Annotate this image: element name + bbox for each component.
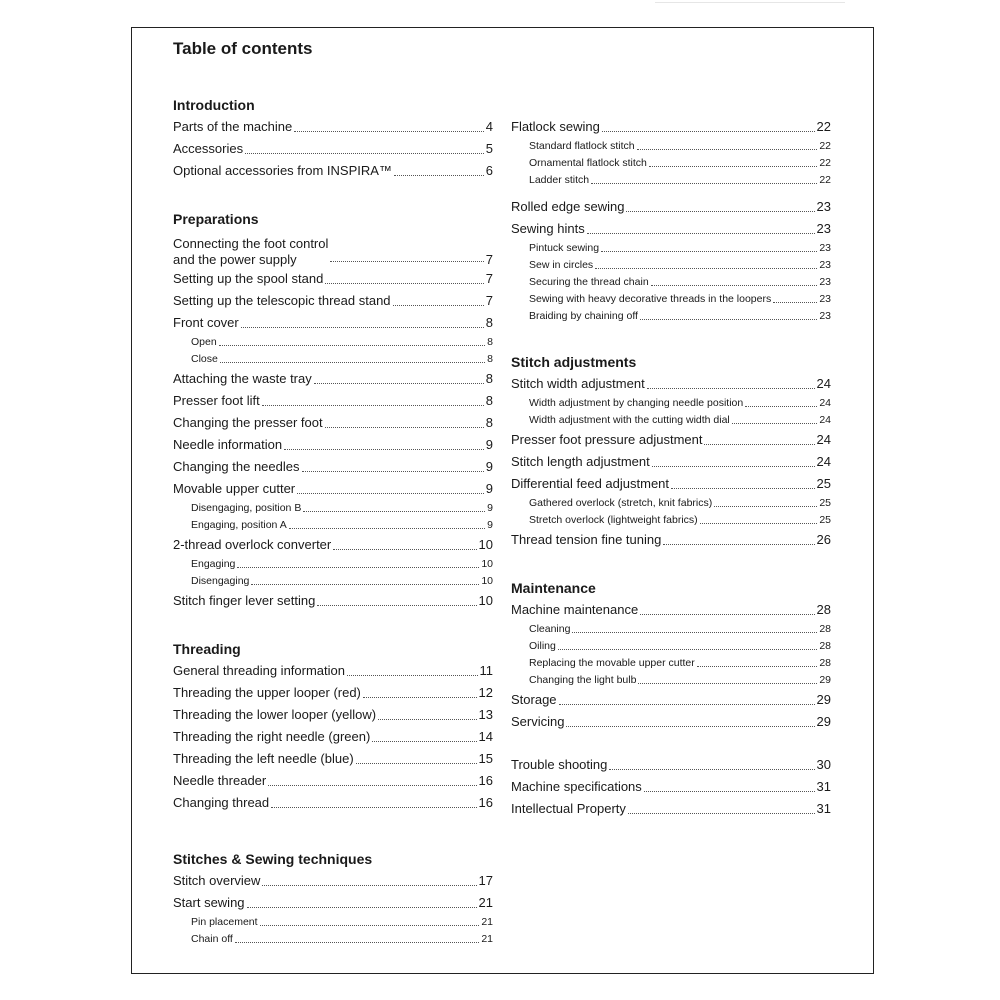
toc-entry[interactable]: Parts of the machine 4: [173, 119, 493, 134]
toc-entry[interactable]: Thread tension fine tuning 26: [511, 532, 831, 547]
toc-entry[interactable]: Accessories 5: [173, 141, 493, 156]
toc-entry[interactable]: Machine maintenance 28: [511, 602, 831, 617]
toc-subentry[interactable]: Disengaging, position B 9: [191, 502, 493, 514]
section-heading-stitches: Stitches & Sewing techniques: [173, 851, 373, 867]
toc-entry[interactable]: Setting up the telescopic thread stand 7: [173, 293, 493, 308]
toc-entry[interactable]: Changing thread 16: [173, 795, 493, 810]
toc-entry[interactable]: Differential feed adjustment 25: [511, 476, 831, 491]
toc-entry[interactable]: Threading the upper looper (red) 12: [173, 685, 493, 700]
toc-entry[interactable]: Presser foot pressure adjustment 24: [511, 432, 831, 447]
toc-entry[interactable]: Start sewing 21: [173, 895, 493, 910]
toc-entry[interactable]: Changing the needles 9: [173, 459, 493, 474]
toc-subentry[interactable]: Stretch overlock (lightweight fabrics) 25: [529, 514, 831, 526]
toc-subentry[interactable]: Gathered overlock (stretch, knit fabrics) 25: [529, 497, 831, 509]
toc-entry[interactable]: Threading the left needle (blue) 15: [173, 751, 493, 766]
toc-entry[interactable]: Changing the presser foot 8: [173, 415, 493, 430]
toc-subentry[interactable]: Ladder stitch 22: [529, 174, 831, 186]
toc-entry[interactable]: General threading information 11: [173, 663, 493, 678]
toc-right-column: [511, 116, 831, 820]
toc-entry[interactable]: Needle threader 16: [173, 773, 493, 788]
toc-subentry[interactable]: Securing the thread chain 23: [529, 276, 831, 288]
section-heading-introduction: Introduction: [173, 97, 255, 113]
toc-entry[interactable]: Needle information 9: [173, 437, 493, 452]
toc-page: [131, 27, 874, 974]
toc-subentry[interactable]: Chain off 21: [191, 933, 493, 945]
toc-subentry[interactable]: Ornamental flatlock stitch 22: [529, 157, 831, 169]
toc-entry[interactable]: Flatlock sewing 22: [511, 119, 831, 134]
toc-subentry[interactable]: Replacing the movable upper cutter 28: [529, 657, 831, 669]
toc-entry[interactable]: Stitch length adjustment 24: [511, 454, 831, 469]
toc-subentry[interactable]: Width adjustment by changing needle position 24: [529, 397, 831, 409]
section-heading-preparations: Preparations: [173, 211, 259, 227]
toc-subentry[interactable]: Oiling 28: [529, 640, 831, 652]
toc-entry[interactable]: Machine specifications 31: [511, 779, 831, 794]
toc-subentry[interactable]: Engaging 10: [191, 558, 493, 570]
toc-subentry[interactable]: Sewing with heavy decorative threads in the loopers 23: [529, 293, 831, 305]
toc-entry[interactable]: Attaching the waste tray 8: [173, 371, 493, 386]
toc-subentry[interactable]: Pintuck sewing 23: [529, 242, 831, 254]
toc-subentry[interactable]: Pin placement 21: [191, 916, 493, 928]
toc-subentry[interactable]: Standard flatlock stitch 22: [529, 140, 831, 152]
toc-entry[interactable]: 2-thread overlock converter 10: [173, 537, 493, 552]
toc-entry[interactable]: Stitch width adjustment 24: [511, 376, 831, 391]
toc-entry[interactable]: Storage 29: [511, 692, 831, 707]
toc-entry[interactable]: Optional accessories from INSPIRA™ 6: [173, 163, 493, 178]
section-heading-threading: Threading: [173, 641, 241, 657]
toc-entry[interactable]: Trouble shooting 30: [511, 757, 831, 772]
toc-subentry[interactable]: Sew in circles 23: [529, 259, 831, 271]
toc-entry[interactable]: Sewing hints 23: [511, 221, 831, 236]
section-heading-maintenance: Maintenance: [511, 580, 596, 596]
toc-subentry[interactable]: Open 8: [191, 336, 493, 348]
toc-subentry[interactable]: Width adjustment with the cutting width dial 24: [529, 414, 831, 426]
toc-entry[interactable]: Servicing 29: [511, 714, 831, 729]
toc-entry[interactable]: Setting up the spool stand 7: [173, 271, 493, 286]
page-title: Table of contents: [173, 39, 313, 58]
toc-subentry[interactable]: Changing the light bulb 29: [529, 674, 831, 686]
toc-entry[interactable]: Movable upper cutter 9: [173, 481, 493, 496]
toc-entry[interactable]: Stitch finger lever setting 10: [173, 593, 493, 608]
toc-entry[interactable]: Presser foot lift 8: [173, 393, 493, 408]
section-heading-stitch-adjustments: Stitch adjustments: [511, 354, 637, 370]
toc-subentry[interactable]: Close 8: [191, 353, 493, 365]
toc-entry[interactable]: Connecting the foot control and the power supply 7: [173, 236, 493, 267]
toc-entry[interactable]: Stitch overview 17: [173, 873, 493, 888]
toc-entry[interactable]: Front cover 8: [173, 315, 493, 330]
top-edge-line: [655, 2, 845, 3]
toc-subentry[interactable]: Cleaning 28: [529, 623, 831, 635]
toc-subentry[interactable]: Disengaging 10: [191, 575, 493, 587]
toc-entry[interactable]: Threading the lower looper (yellow) 13: [173, 707, 493, 722]
toc-subentry[interactable]: Engaging, position A 9: [191, 519, 493, 531]
toc-left-column: [173, 94, 493, 948]
toc-subentry[interactable]: Braiding by chaining off 23: [529, 310, 831, 322]
toc-entry[interactable]: Threading the right needle (green) 14: [173, 729, 493, 744]
toc-entry[interactable]: Rolled edge sewing 23: [511, 199, 831, 214]
toc-entry[interactable]: Intellectual Property 31: [511, 801, 831, 816]
